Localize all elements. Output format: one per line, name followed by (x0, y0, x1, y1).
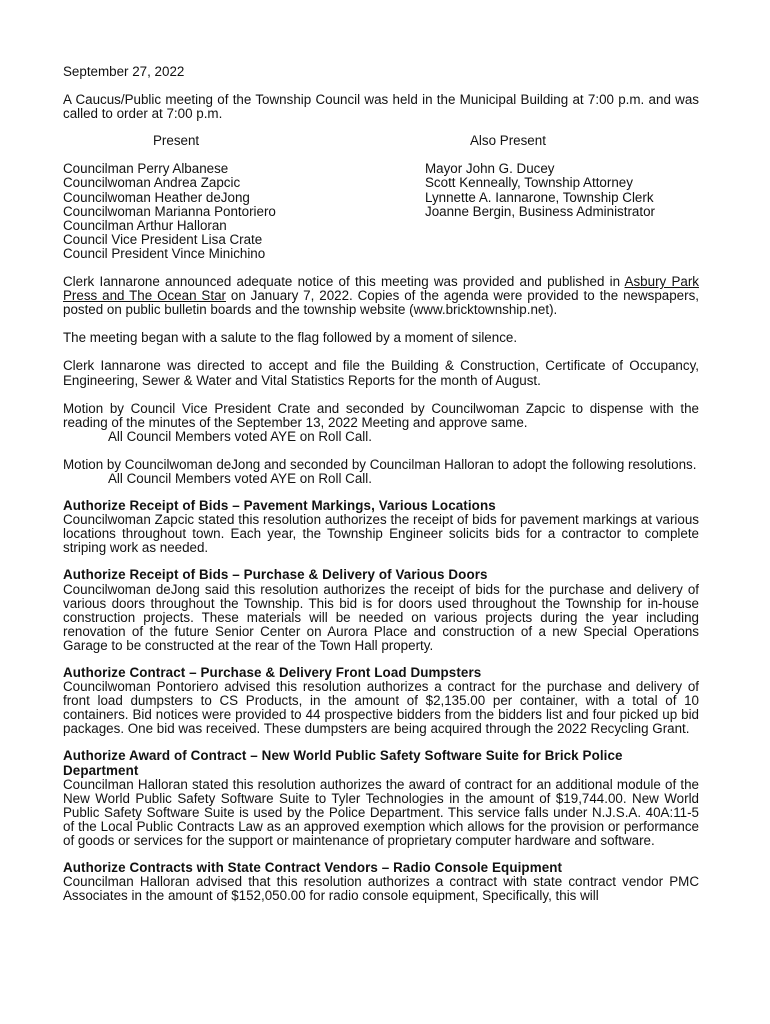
resolution-section (63, 861, 699, 903)
present-member: Councilman Arthur Halloran (63, 217, 227, 233)
resolution-title: Authorize Receipt of Bids – Purchase & Delivery of Various Doors (63, 567, 488, 583)
resolution-body: Councilman Halloran advised that this resolution authorizes a contract with state contract vendor PMC Associates in the amount of $152,050.00 for radio console equipment, Specifically, this will (63, 874, 699, 904)
resolution-body: Councilman Halloran stated this resolution authorizes the award of contract for an additional module of the New World Public Safety Software Suite to Tyler Technologies in the amount of $19,744.00. New World Public Safety Software Suite is used by the Police Department. This service falls under N.J.S.A. 40A:11-5 of the Local Public Contracts Law as an approved exemption which allows for the provision or performance of goods or services for the support or maintenance of proprietary computer hardware and software. (63, 776, 699, 849)
minutes-body (63, 65, 699, 903)
resolution-title: Authorize Contracts with State Contract Vendors – Radio Console Equipment (63, 860, 563, 876)
resolution-title: Authorize Award of Contract – New World Public Safety Software Suite for Brick Police Department (63, 748, 623, 778)
resolution-body: Councilwoman Zapcic stated this resolution authorizes the receipt of bids for pavement markings at various locations throughout town. Each year, the Township Engineer solicits bids for a contractor to complete striping work as needed. (63, 512, 699, 556)
motion-resolutions: Motion by Councilwoman deJong and seconded by Councilman Halloran to adopt the following resolutions. (63, 456, 697, 472)
resolution-section (63, 568, 699, 653)
present-column (63, 134, 425, 261)
also-present-member: Scott Kenneally, Township Attorney (425, 175, 633, 191)
also-present-member: Lynnette A. Iannarone, Township Clerk (425, 189, 654, 205)
present-member: Councilwoman Heather deJong (63, 189, 250, 205)
reports-paragraph: Clerk Iannarone was directed to accept and file the Building & Construction, Certificate of Occupancy, Engineering, Sewer & Water and Vital Statistics Reports for the month of August. (63, 358, 699, 388)
resolution-body: Councilwoman deJong said this resolution authorizes the receipt of bids for the purchase and delivery of various doors throughout the Township. This bid is for doors used throughout the Township for in-house construction projects. These materials will be needed on various projects during the year including renovation of the future Senior Center on Aurora Place and construction of a new Special Operations Garage to be constructed at the rear of the Town Hall property. (63, 581, 699, 653)
resolution-section (63, 666, 699, 736)
vote-result: All Council Members voted AYE on Roll Call. (108, 470, 372, 486)
notice-text-before: Clerk Iannarone announced adequate notice of this meeting was provided and published in (63, 274, 625, 290)
attendance-block (63, 134, 699, 261)
present-heading: Present (153, 133, 200, 149)
present-member: Councilman Perry Albanese (63, 161, 229, 177)
also-present-member: Joanne Bergin, Business Administrator (425, 203, 655, 219)
opening-paragraph: A Caucus/Public meeting of the Township Council was held in the Municipal Building at 7:00 p.m. and was called to order at 7:00 p.m. (63, 92, 699, 122)
also-present-column (425, 134, 699, 261)
also-present-member: Mayor John G. Ducey (425, 161, 555, 177)
newspaper-names: Asbury Park Press and The Ocean Star (63, 274, 699, 304)
motion-minutes: Motion by Council Vice President Crate and seconded by Councilwoman Zapcic to dispense with the reading of the minutes of the September 13, 2022 Meeting and approve same. (63, 400, 699, 430)
notice-text-after: on January 7, 2022. Copies of the agenda were provided to the newspapers, posted on public bulletin boards and the township website (www.bricktownship.net). (63, 288, 700, 318)
meeting-date: September 27, 2022 (63, 64, 185, 79)
present-member: Council Vice President Lisa Crate (63, 231, 263, 247)
resolution-title: Authorize Receipt of Bids – Pavement Markings, Various Locations (63, 498, 496, 514)
notice-paragraph (63, 275, 699, 317)
resolution-section (63, 749, 699, 848)
resolution-body: Councilwoman Pontoriero advised this resolution authorizes a contract for the purchase and delivery of front load dumpsters to CS Products, in the amount of $2,135.00 per container, with a total of 10 containers. Bid notices were provided to 44 prospective bidders from the bidders list and four picked up bid packages. One bid was received. These dumpsters are being acquired through the 2022 Recycling Grant. (63, 679, 699, 737)
salute-paragraph: The meeting began with a salute to the flag followed by a moment of silence. (63, 330, 518, 346)
resolution-section (63, 499, 699, 555)
present-member: Council President Vince Minichino (63, 245, 266, 261)
present-member: Councilwoman Andrea Zapcic (63, 175, 241, 191)
vote-result: All Council Members voted AYE on Roll Call. (108, 428, 372, 444)
also-present-heading: Also Present (470, 133, 546, 149)
resolution-title: Authorize Contract – Purchase & Delivery Front Load Dumpsters (63, 665, 482, 680)
present-member: Councilwoman Marianna Pontoriero (63, 203, 276, 219)
